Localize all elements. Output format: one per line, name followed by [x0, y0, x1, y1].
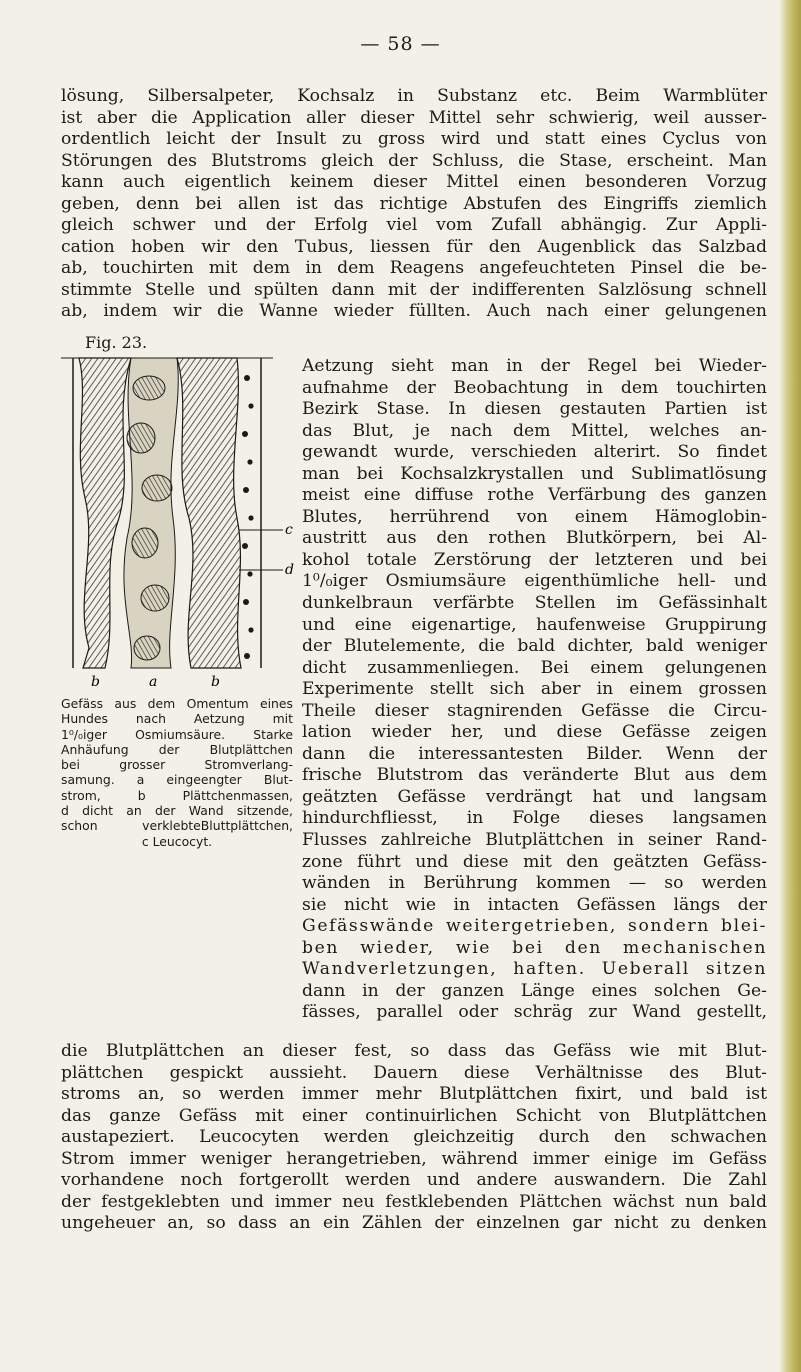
plaettchen-mass-left: [79, 358, 131, 668]
text-line: dicht zusammenliegen. Bei einem gelungenen: [302, 657, 767, 678]
caption-line: c Leucocyt.: [141, 833, 213, 849]
text-line: und eine eigenartige, haufenweise Gruppirung: [302, 614, 767, 635]
caption-line: 1⁰/₀iger Osmiumsäure. Starke: [61, 726, 293, 742]
caption-line: Hundes nach Aetzung mit: [61, 711, 293, 727]
marker-b-right: b: [211, 674, 220, 690]
text-line: ab, touchirten mit dem in dem Reagens angefeuchteten Pinsel die be-: [61, 258, 767, 279]
vessel-illustration: [61, 358, 293, 688]
text-line: ben wieder, wie bei den mechanischen: [302, 937, 767, 958]
page-edge-decoration: [779, 0, 801, 1372]
text-line: ab, indem wir die Wanne wieder füllten. Auch nach einer gelungenen: [61, 301, 767, 322]
text-line: Wandverletzungen, haften. Ueberall sitzen: [302, 959, 767, 980]
text-line: geben, denn bei allen ist das richtige Abstufen des Eingriffs ziemlich: [61, 193, 767, 214]
text-line: wänden in Berührung kommen — so werden: [302, 873, 767, 894]
blood-stream-center: [124, 358, 178, 668]
text-line: vorhandene noch fortgerollt werden und andere auswandern. Die Zahl: [61, 1170, 767, 1191]
text-line: der festgeklebten und immer neu festklebenden Plättchen wächst nun bald: [61, 1191, 767, 1212]
marker-d: d: [285, 562, 294, 578]
text-line: cation hoben wir den Tubus, liessen für den Augenblick das Salzbad: [61, 236, 767, 257]
text-line: der Blutelemente, die bald dichter, bald weniger: [302, 636, 767, 657]
text-line: Bezirk Stase. In diesen gestauten Partien ist: [302, 399, 767, 420]
text-line: gleich schwer und der Erfolg viel vom Zufall abhängig. Zur Appli-: [61, 215, 767, 236]
caption-line: schon verklebteBluttplättchen,: [61, 818, 293, 834]
marker-c: c: [285, 522, 293, 538]
marker-a: a: [149, 674, 158, 690]
text-line: austritt aus den rothen Blutkörpern, bei Al-: [302, 528, 767, 549]
text-line: dunkelbraun verfärbte Stellen im Gefässinhalt: [302, 593, 767, 614]
text-line: dann die interessantesten Bilder. Wenn der: [302, 743, 767, 764]
text-line: austapeziert. Leucocyten werden gleichzeitig durch den schwachen: [61, 1127, 767, 1148]
text-line: man bei Kochsalzkrystallen und Sublimatlösung: [302, 463, 767, 484]
text-line: gewandt wurde, verschieden alterirt. So findet: [302, 442, 767, 463]
plaettchen-mass-right: [177, 358, 241, 668]
text-line: plättchen gespickt aussieht. Dauern diese Verhältnisse des Blut-: [61, 1062, 767, 1083]
figure-caption: [61, 696, 293, 849]
paragraph-right-column: [302, 356, 767, 1024]
marker-b-left: b: [91, 674, 100, 690]
page-number: — 58 —: [360, 33, 441, 55]
text-line: sie nicht wie in intacten Gefässen längs der: [302, 894, 767, 915]
caption-line: Anhäufung der Blutplättchen: [61, 741, 293, 757]
text-line: 1⁰/₀iger Osmiumsäure eigenthümliche hell- und: [302, 571, 767, 592]
adherent-platelets: [242, 375, 254, 659]
figure-label: Fig. 23.: [85, 333, 148, 352]
text-line: stimmte Stelle und spülten dann mit der indifferenten Salzlösung schnell: [61, 279, 767, 300]
caption-line: strom, b Plättchenmassen,: [61, 787, 293, 803]
text-line: Strom immer weniger herangetrieben, während immer einige im Gefäss: [61, 1148, 767, 1169]
text-line: kohol totale Zerstörung der letzteren und bei: [302, 549, 767, 570]
text-line: Aetzung sieht man in der Regel bei Wieder-: [302, 356, 767, 376]
text-line: stroms an, so werden immer mehr Blutplättchen fixirt, und bald ist: [61, 1084, 767, 1105]
text-line: hindurchfliesst, in Folge dieses langsamen: [302, 808, 767, 829]
text-line: die Blutplättchen an dieser fest, so dass das Gefäss wie mit Blut-: [61, 1041, 767, 1061]
caption-line: d dicht an der Wand sitzende,: [61, 803, 293, 819]
text-line: Gefässwände weitergetrieben, sondern blei-: [302, 916, 767, 937]
text-line: ungeheuer an, so dass an ein Zählen der einzelnen gar nicht zu denken: [61, 1213, 767, 1234]
text-line: lation wieder her, und diese Gefässe zeigen: [302, 722, 767, 743]
text-line: zone führt und diese mit den geätzten Gefäss-: [302, 851, 767, 872]
paragraph-bottom: [61, 1041, 767, 1235]
figure-23: [61, 333, 293, 849]
caption-line: bei grosser Stromverlang-: [61, 757, 293, 773]
caption-line: Gefäss aus dem Omentum eines: [61, 696, 293, 711]
text-line: frische Blutstrom das veränderte Blut aus dem: [302, 765, 767, 786]
text-line: Flusses zahlreiche Blutplättchen in seiner Rand-: [302, 830, 767, 851]
text-line: Blutes, herrührend von einem Hämoglobin-: [302, 506, 767, 527]
text-line: ist aber die Application aller dieser Mittel sehr schwierig, weil ausser-: [61, 107, 767, 128]
caption-line: samung. a eingeengter Blut-: [61, 772, 293, 788]
paragraph-top: [61, 86, 767, 323]
text-line: geätzten Gefässe verdrängt hat und langsam: [302, 786, 767, 807]
text-line: das Blut, je nach dem Mittel, welches an-: [302, 420, 767, 441]
text-line: ordentlich leicht der Insult zu gross wird und statt eines Cyclus von: [61, 129, 767, 150]
text-line: dann in der ganzen Länge eines solchen Ge-: [302, 980, 767, 1001]
text-line: kann auch eigentlich keinem dieser Mittel einen besonderen Vorzug: [61, 172, 767, 193]
text-line: das ganze Gefäss mit einer continuirlichen Schicht von Blutplättchen: [61, 1105, 767, 1126]
text-line: Experimente stellt sich aber in einem grossen: [302, 679, 767, 700]
text-line: fässes, parallel oder schräg zur Wand gestellt,: [302, 1002, 767, 1023]
text-line: meist eine diffuse rothe Verfärbung des ganzen: [302, 485, 767, 506]
text-line: Störungen des Blutstroms gleich der Schluss, die Stase, erscheint. Man: [61, 150, 767, 171]
text-line: lösung, Silbersalpeter, Kochsalz in Substanz etc. Beim Warmblüter: [61, 86, 767, 106]
text-line: aufnahme der Beobachtung in dem touchirten: [302, 377, 767, 398]
text-line: Theile dieser stagnirenden Gefässe die Circu-: [302, 700, 767, 721]
